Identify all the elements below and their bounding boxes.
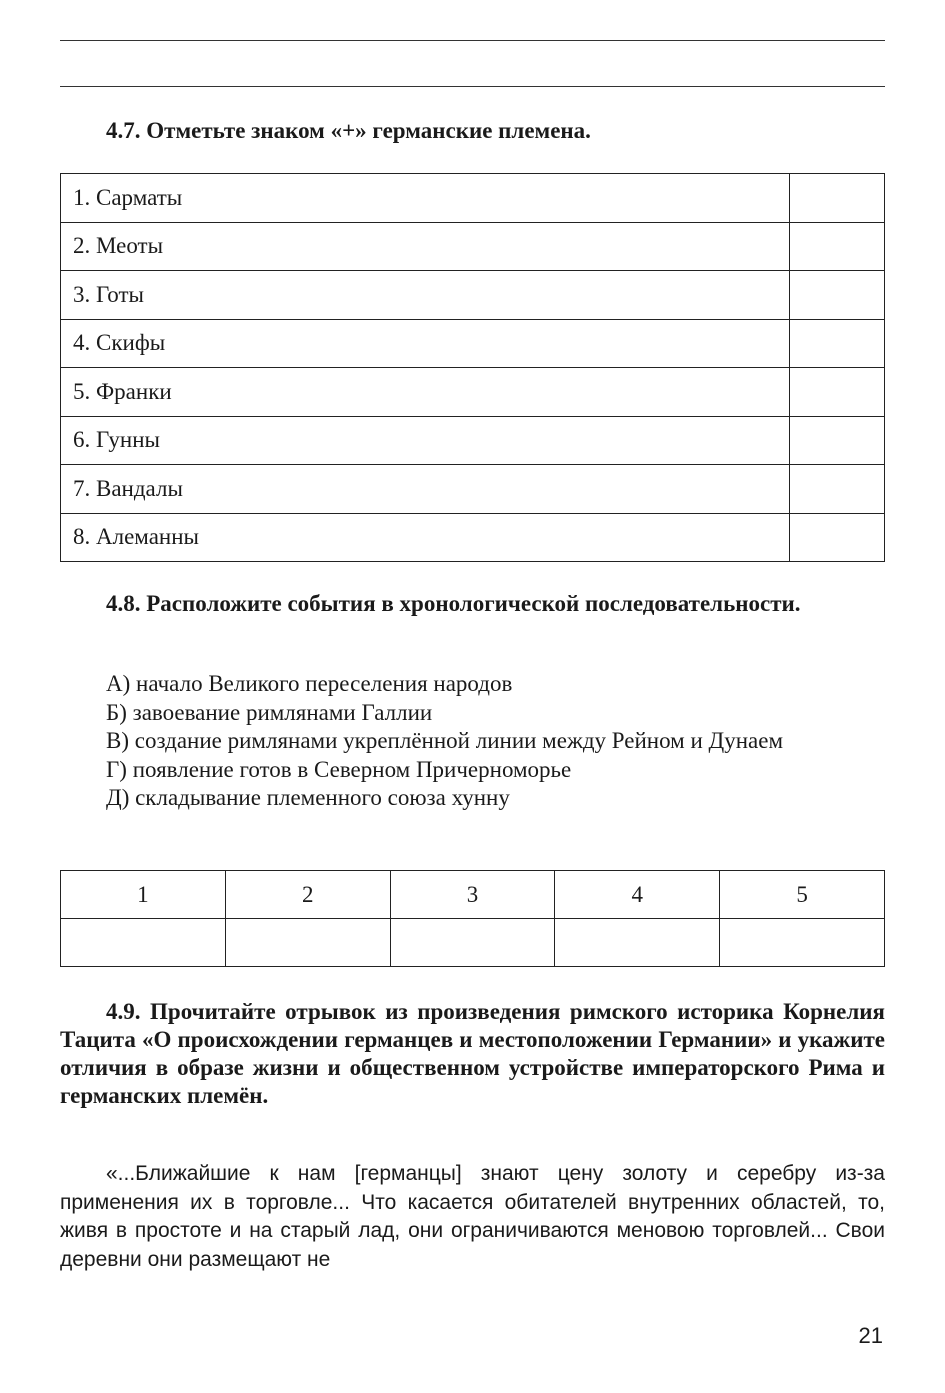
- order-table: [60, 870, 885, 967]
- tribe-mark-cell[interactable]: [790, 319, 885, 368]
- tribe-label: 7. Вандалы: [61, 465, 790, 514]
- tribe-mark-cell[interactable]: [790, 271, 885, 320]
- tribe-mark-cell[interactable]: [790, 174, 885, 223]
- tribe-row: [61, 319, 885, 368]
- order-header-row: [61, 871, 885, 919]
- task-4-8-title: 4.8. Расположите события в хронологической последовательности.: [106, 591, 801, 616]
- tribe-label: 6. Гунны: [61, 416, 790, 465]
- tribe-row: [61, 465, 885, 514]
- order-answer-cell[interactable]: [555, 919, 720, 967]
- order-answer-cell[interactable]: [225, 919, 390, 967]
- page-number: 21: [858, 1323, 883, 1348]
- order-col-5: 5: [720, 871, 885, 919]
- tribe-row: [61, 513, 885, 562]
- tribe-label: 4. Скифы: [61, 319, 790, 368]
- tacitus-quote: [60, 1160, 885, 1274]
- tribe-row: [61, 271, 885, 320]
- tribe-label: 2. Меоты: [61, 222, 790, 271]
- tribe-row: [61, 416, 885, 465]
- tribe-row: [61, 222, 885, 271]
- order-col-1: 1: [61, 871, 226, 919]
- event-b: Б) завоевание римлянами Галлии: [106, 699, 433, 725]
- tribe-mark-cell[interactable]: [790, 465, 885, 514]
- order-answer-cell[interactable]: [390, 919, 555, 967]
- order-answer-cell[interactable]: [720, 919, 885, 967]
- tribes-table: [60, 173, 885, 562]
- quote-text: «...Ближайшие к нам [германцы] знают цену золоту и серебру из-за применения их в торговле... Что касается обитателей внутренних областей, то, живя в простоте и на старый лад, они ограничиваются меновою торговлей... Свои деревни они размещают не: [60, 1162, 885, 1271]
- order-col-3: 3: [390, 871, 555, 919]
- event-e: Д) складывание племенного союза хунну: [106, 785, 510, 810]
- event-d: Г) появление готов в Северном Причерноморье: [106, 756, 572, 782]
- event-c: В) создание римлянами укреплённой линии между Рейном и Дунаем: [106, 728, 783, 753]
- order-answer-cell[interactable]: [61, 919, 226, 967]
- event-a: А) начало Великого переселения народов: [106, 671, 513, 696]
- tribe-label: 1. Сарматы: [61, 174, 790, 223]
- tribe-row: [61, 174, 885, 223]
- task-4-9-title: 4.9. Прочитайте отрывок из произведения римского историка Корнелия Тацита «О происхождении германцев и местоположении Германии» и укажите отличия в образе жизни и общественном устройстве императорского Рима и германских племён.: [60, 999, 885, 1108]
- order-answer-row: [61, 919, 885, 967]
- tribe-row: [61, 368, 885, 417]
- tribe-label: 5. Франки: [61, 368, 790, 417]
- answer-line-1: [60, 40, 885, 41]
- order-col-2: 2: [225, 871, 390, 919]
- order-col-4: 4: [555, 871, 720, 919]
- tribe-mark-cell[interactable]: [790, 416, 885, 465]
- answer-line-2: [60, 86, 885, 87]
- tribe-mark-cell[interactable]: [790, 368, 885, 417]
- tribe-mark-cell[interactable]: [790, 513, 885, 562]
- tribe-label: 3. Готы: [61, 271, 790, 320]
- task-4-7-title: 4.7. Отметьте знаком «+» германские племена.: [106, 118, 591, 143]
- tribe-label: 8. Алеманны: [61, 513, 790, 562]
- tribe-mark-cell[interactable]: [790, 222, 885, 271]
- events-list: [60, 670, 885, 813]
